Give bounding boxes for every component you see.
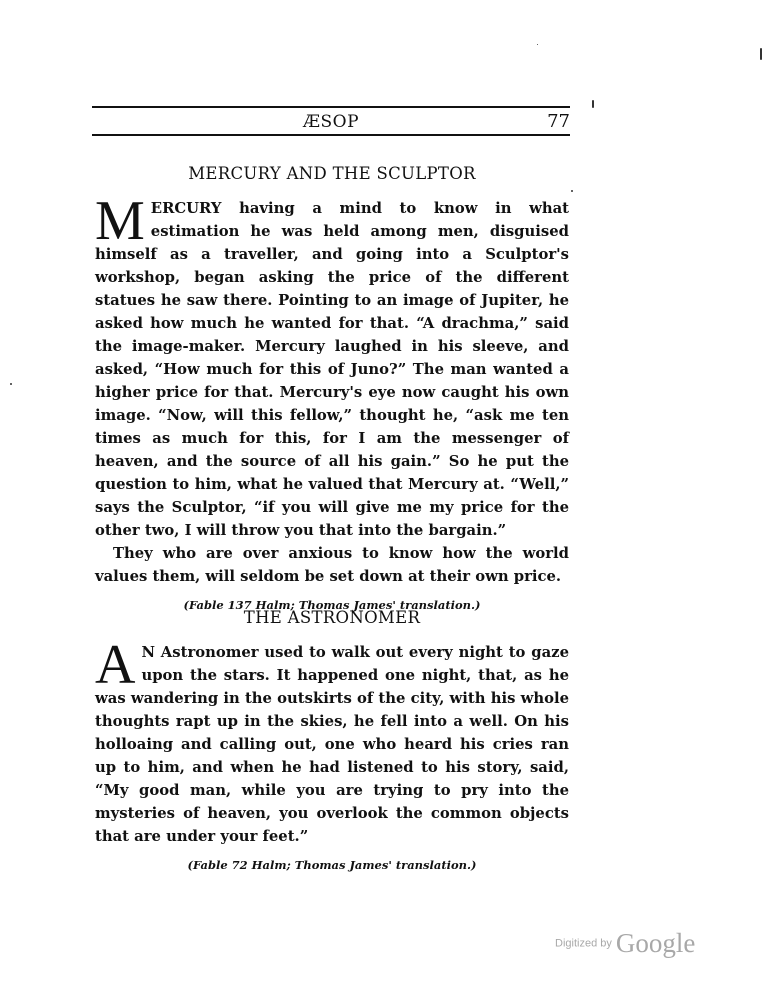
fable-attribution: (Fable 72 Halm; Thomas James' translation.) <box>187 858 477 872</box>
paragraph-text: ERCURY having a mind to know in what estimation he was held among men, disguised himself as a traveller, and going into a Sculptor's workshop, began asking the price of the different statues he saw there. Pointing to an image of Jupiter, he asked how much he wanted for that. “A drachma,” said the image-maker. Mercury laughed in his sleeve, and asked, “How much for this of Juno?” The man wanted a higher price for that. Mercury's eye now caught his own image. “Now, will this fellow,” thought he, “ask me ten times as much for this, for I am the messenger of heaven, and the source of all his gain.” So he put the question to him, what he valued that Mercury at. “Well,” says the Sculptor, “if you will give me my price for the other two, I will throw you that into the bargain.” <box>95 200 569 539</box>
fable-title: THE ASTRONOMER <box>243 608 421 627</box>
fable-paragraph <box>95 634 569 848</box>
fable-the-astronomer <box>95 608 569 872</box>
page-number: 77 <box>547 111 570 132</box>
drop-cap: M <box>95 190 145 252</box>
fable-moral: They who are over anxious to know how the world values them, will seldom be set down at their own price. <box>95 545 569 585</box>
digitized-watermark <box>555 928 695 959</box>
fable-title: MERCURY AND THE SCULPTOR <box>188 164 476 183</box>
fable-paragraph <box>95 190 569 542</box>
fable-attribution: (Fable 137 Halm; Thomas James' translation.) <box>183 598 481 612</box>
watermark-brand: Google <box>615 928 696 958</box>
drop-cap: A <box>95 634 136 696</box>
scan-speck <box>571 190 573 192</box>
watermark-prefix: Digitized by <box>555 937 612 950</box>
paragraph-text: N Astronomer used to walk out every night to gaze upon the stars. It happened one night, that, as he was wandering in the outskirts of the city, with his whole thoughts rapt up in the skies, he fell into a well. On his holloaing and calling out, one who heard his cries ran up to him, and when he had listened to his story, said, “My good man, while you are trying to pry into the mysteries of heaven, you overlook the common objects that are under your feet.” <box>95 644 569 845</box>
scan-speck <box>760 48 762 60</box>
header-rule-bottom <box>92 134 570 136</box>
scan-speck <box>10 383 12 385</box>
running-title: ÆSOP <box>302 112 360 132</box>
header-rule-top <box>92 106 570 108</box>
fable-mercury-and-the-sculptor <box>95 164 569 612</box>
scan-speck <box>537 44 538 45</box>
scan-speck <box>592 100 594 108</box>
